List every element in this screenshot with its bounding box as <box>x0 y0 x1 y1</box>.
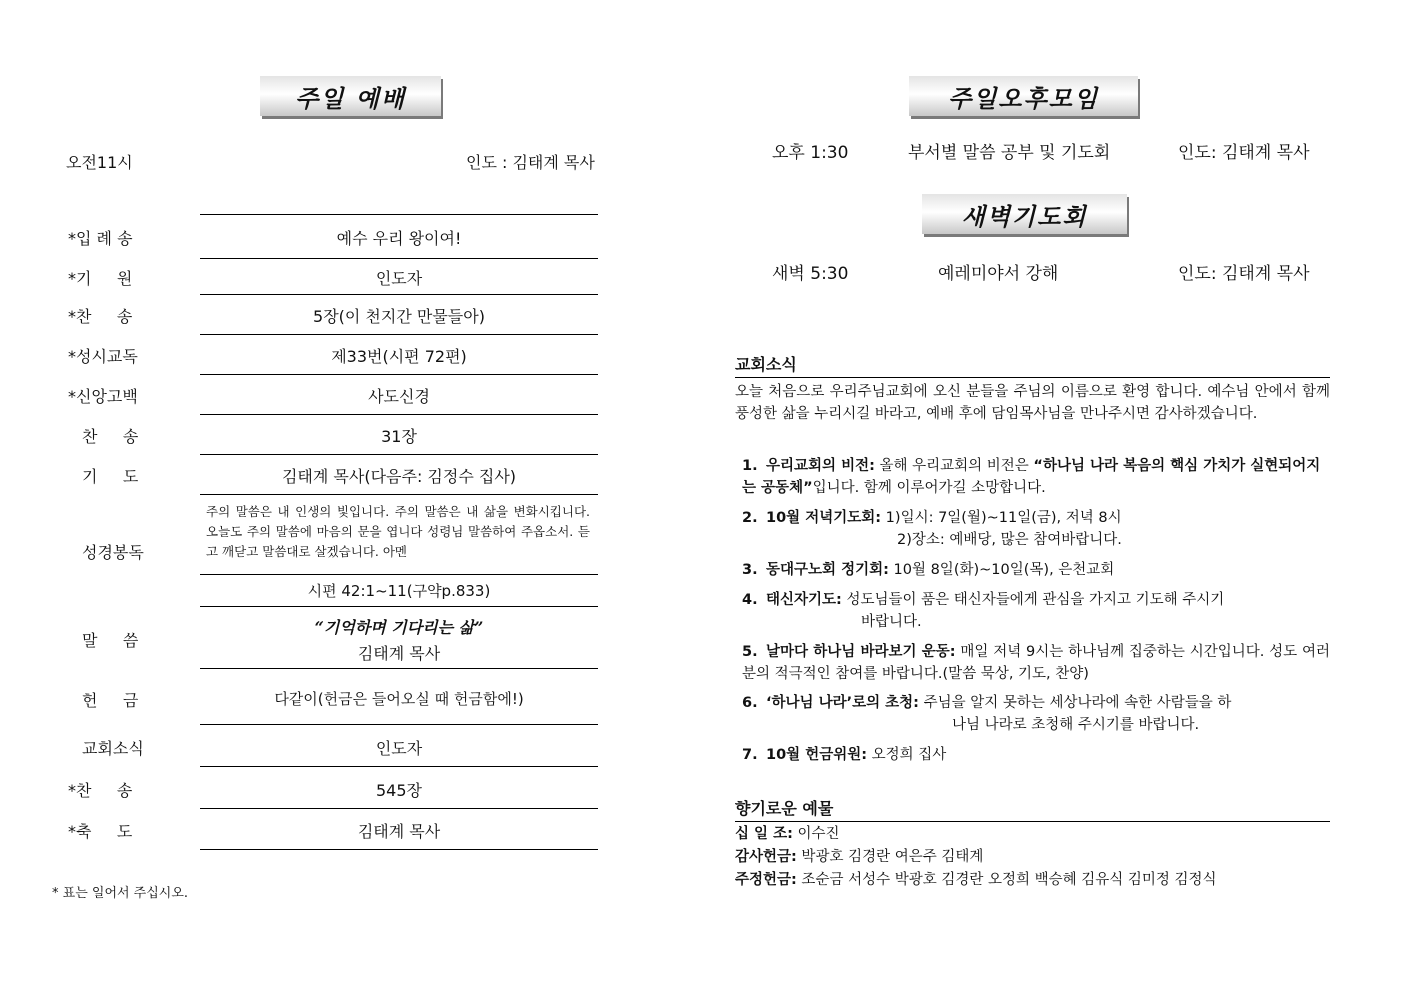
rule <box>200 724 598 725</box>
order-label-entrance: *입 례 송 <box>68 229 133 248</box>
offering-row-weekly: 주정헌금: 조순금 서성수 박광호 김경란 오정희 백승혜 김유식 김미정 김정식 <box>735 872 1217 888</box>
news-title: 교회소식 <box>735 352 1330 378</box>
news-item-1: 1. 우리교회의 비전: 올해 우리교회의 비전은 “하나님 나라 복음의 핵심 가치가 실현되어지는 공동체”입니다. 함께 이루어가길 소망합니다. <box>742 458 1321 496</box>
order-value-entrance: 예수 우리 왕이여! <box>336 229 462 248</box>
dawn-prayer-title: 새벽기도회 <box>922 194 1127 234</box>
news-item-4-line2: 바랍니다. <box>861 614 922 630</box>
dawn-desc: 예레미야서 강해 <box>938 264 1059 284</box>
reading-prayer: 주의 말씀은 내 인생의 빛입니다. 주의 말씀은 내 삶을 변화시킵니다. 오늘도 주의 말씀에 마음의 문을 엽니다 성령님 말씀하여 주옵소서. 듣고 깨닫고 말씀대로 살겠습니다. 아멘 <box>206 504 590 559</box>
rule <box>200 574 598 575</box>
order-label-hymn2: 찬 송 <box>82 427 139 446</box>
footnote: * 표는 일어서 주십시오. <box>52 886 189 901</box>
afternoon-meeting-title: 주일오후모임 <box>909 76 1138 116</box>
reading-label: 성경봉독 <box>82 543 144 562</box>
rule <box>200 808 598 809</box>
rule <box>200 334 598 335</box>
news-item-3: 3. 동대구노회 정기회: 10월 8일(화)~10일(목), 은천교회 <box>742 562 1115 578</box>
sermon-preacher: 김태계 목사 <box>357 644 441 663</box>
dawn-time: 새벽 5:30 <box>772 264 849 284</box>
order-label-prayer: 기 도 <box>82 467 139 486</box>
offering-title: 향기로운 예물 <box>735 796 1330 822</box>
sunday-service-title: 주일 예배 <box>260 76 441 116</box>
order-value-hymn3: 545장 <box>376 781 422 800</box>
afternoon-leader: 인도: 김태계 목사 <box>1178 143 1310 163</box>
order-value-hymn1: 5장(이 천지간 만물들아) <box>313 307 485 326</box>
sermon-title: “기억하며 기다리는 삶” <box>314 618 484 637</box>
news-intro: 오늘 처음으로 우리주님교회에 오신 분들을 주님의 이름으로 환영 합니다. 예수님 안에서 함께 풍성한 삶을 누리시길 바라고, 예배 후에 담임목사님을 만나주시면 감사하겠습니다. <box>735 384 1330 422</box>
news-item-2: 2. 10월 저녁기도회: 1)일시: 7일(월)~11일(금), 저녁 8시 <box>742 510 1122 526</box>
order-value-news: 인도자 <box>375 739 423 758</box>
rule <box>200 454 598 455</box>
rule <box>200 849 598 850</box>
rule <box>200 606 598 607</box>
service-leader: 인도 : 김태계 목사 <box>466 153 595 172</box>
order-label-responsive: *성시교독 <box>68 347 138 366</box>
offering-row-thanks: 감사헌금: 박광호 김경란 여은주 김태계 <box>735 849 984 865</box>
order-value-invocation: 인도자 <box>375 269 423 288</box>
sermon-label: 말 씀 <box>82 631 139 650</box>
rule <box>200 414 598 415</box>
order-value-prayer: 김태계 목사(다음주: 김정수 집사) <box>281 467 517 486</box>
news-item-6-line2: 나님 나라로 초청해 주시기를 바랍니다. <box>952 717 1200 733</box>
news-item-4: 4. 태신자기도: 성도님들이 품은 태신자들에게 관심을 가지고 기도해 주시기 <box>742 592 1225 608</box>
order-value-hymn2: 31장 <box>381 427 417 446</box>
offering-row-tithe: 십 일 조: 이수진 <box>735 826 840 842</box>
afternoon-desc: 부서별 말씀 공부 및 기도회 <box>908 143 1111 163</box>
service-time: 오전11시 <box>66 153 133 172</box>
order-label-hymn3: *찬 송 <box>68 781 133 800</box>
news-item-7: 7. 10월 헌금위원: 오정희 집사 <box>742 747 947 763</box>
rule <box>200 374 598 375</box>
order-value-offering: 다같이(헌금은 들어오실 때 헌금함에!) <box>274 690 524 708</box>
order-value-benediction: 김태계 목사 <box>357 822 441 841</box>
order-label-offering: 헌 금 <box>82 691 139 710</box>
dawn-leader: 인도: 김태계 목사 <box>1178 264 1310 284</box>
rule <box>200 258 598 259</box>
rule <box>200 766 598 767</box>
order-value-responsive: 제33번(시편 72편) <box>331 347 467 366</box>
order-label-hymn1: *찬 송 <box>68 307 133 326</box>
order-value-creed: 사도신경 <box>368 387 430 406</box>
news-item-2-line2: 2)장소: 예배당, 많은 참여바랍니다. <box>897 532 1122 548</box>
order-label-news: 교회소식 <box>82 739 144 758</box>
order-label-benediction: *축 도 <box>68 822 133 841</box>
rule <box>200 214 598 215</box>
rule <box>200 494 598 495</box>
reading-passage: 시편 42:1~11(구약p.833) <box>307 582 491 600</box>
order-label-invocation: *기 원 <box>68 269 133 288</box>
rule <box>200 294 598 295</box>
afternoon-time: 오후 1:30 <box>772 143 849 163</box>
order-label-creed: *신앙고백 <box>68 387 138 406</box>
rule <box>200 668 598 669</box>
news-item-5: 5. 날마다 하나님 바라보기 운동: 매일 저녁 9시는 하나님께 집중하는 시간입니다. 성도 여러분의 적극적인 참여를 바랍니다.(말씀 묵상, 기도, 찬양) <box>742 644 1330 682</box>
news-item-6: 6. ‘하나님 나라’로의 초청: 주님을 알지 못하는 세상나라에 속한 사람들을 하 <box>742 695 1232 711</box>
